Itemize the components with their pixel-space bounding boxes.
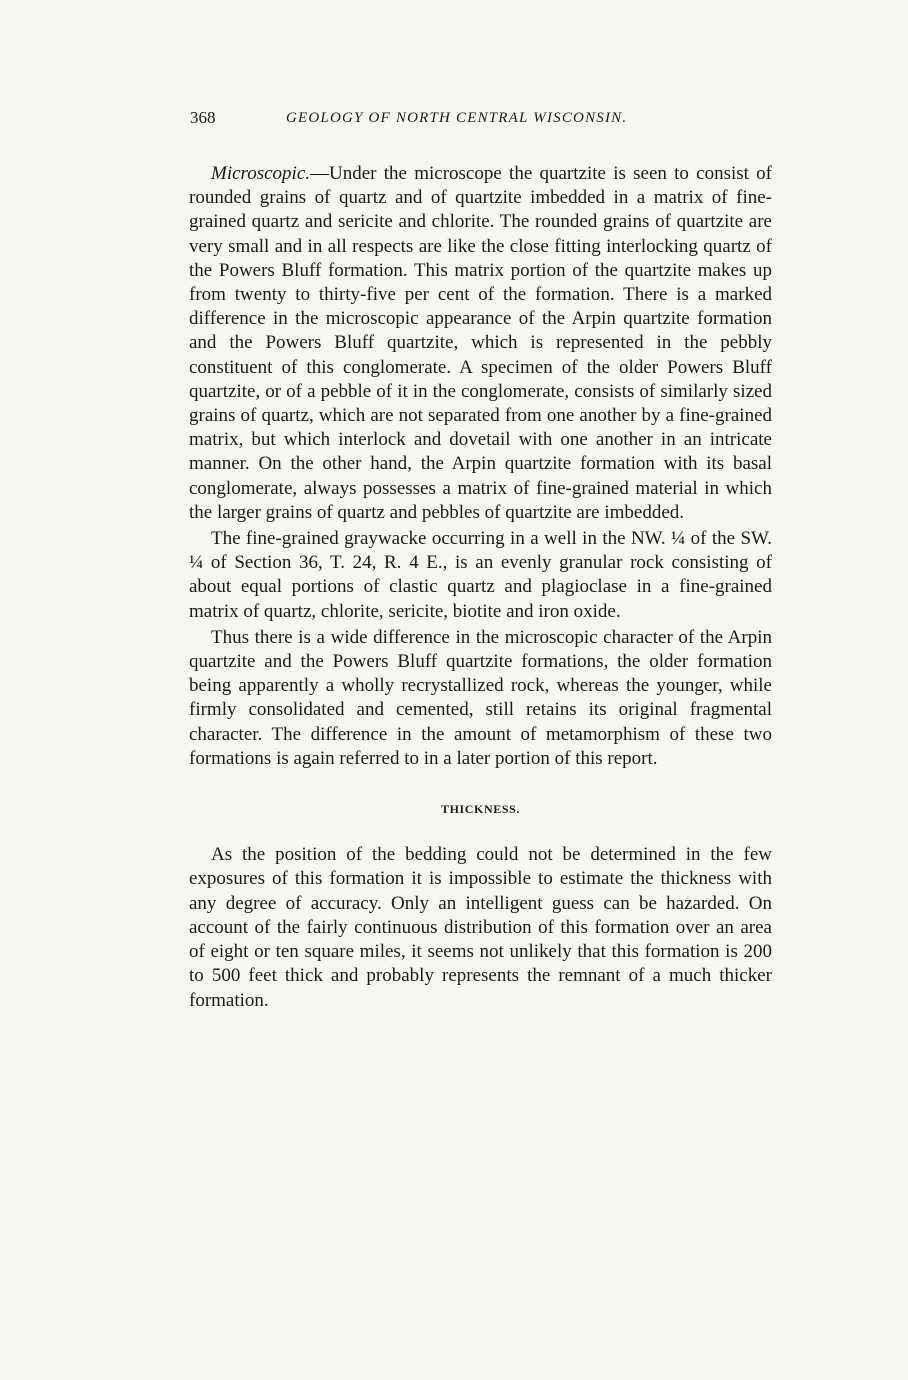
paragraph-thickness: As the position of the bedding could not be determined in the few exposures of this formation it is impossible to estimate the thickness with any degree of accuracy. Only an intelligent guess can be hazarded. On account of the fairly continuous distribution of this formation over an area of eight or ten square miles, it seems not unlikely that this formation is 200 to 500 feet thick and probably represents the remnant of a much thicker formation. <box>189 844 772 1011</box>
paragraph-comparison: Thus there is a wide difference in the microscopic character of the Arpin quartzite and the Powers Bluff quartzite formations, the older formation being apparently a wholly recrystallized rock, whereas the younger, while firmly consolidated and cemented, still retains its original fragmental character. The difference in the amount of metamorphism of these two formations is again referred to in a later portion of this report. <box>189 626 772 769</box>
paragraph-text: —Under the microscope the quartzite is seen to consist of rounded grains of quartz and of quartzite imbedded in a matrix of fine-grained quartz and sericite and chlorite. The rounded grains of quartzite are very small and in all respects are like the close fitting interlocking quartz of the Powers Bluff formation. This matrix portion of the quartzite makes up from twenty to thirty-five per cent of the formation. There is a marked difference in the microscopic appearance of the Arpin quartzite formation and the Powers Bluff quartzite, which is represented in the pebbly constituent of this conglomerate. A specimen of the older Powers Bluff quartzite, or of a pebble of it in the conglomerate, consists of similarly sized grains of quartz, which are not separated from one another by a fine-grained matrix, but which interlock and dovetail with one another in an intricate manner. On the other hand, the Arpin quartzite formation with its basal conglomerate, always possesses a matrix of fine-grained material in which the larger grains of quartz and pebbles of quartzite are imbedded. <box>189 163 772 523</box>
paragraph-microscopic <box>189 162 772 525</box>
body-text <box>189 162 772 1013</box>
page-number: 368 <box>190 108 216 127</box>
running-title: GEOLOGY OF NORTH CENTRAL WISCONSIN. <box>286 110 628 126</box>
page-header <box>190 108 770 138</box>
paragraph-graywacke: The fine-grained graywacke occurring in a well in the NW. ¼ of the SW. ¼ of Section 36, T. 24, R. 4 E., is an evenly granular rock consisting of about equal portions of clastic quartz and plagioclase in a fine-grained matrix of quartz, chlorite, sericite, biotite and iron oxide. <box>189 528 772 622</box>
paragraph-lead-in: Microscopic. <box>211 163 311 184</box>
section-heading-thickness: THICKNESS. <box>440 802 521 817</box>
